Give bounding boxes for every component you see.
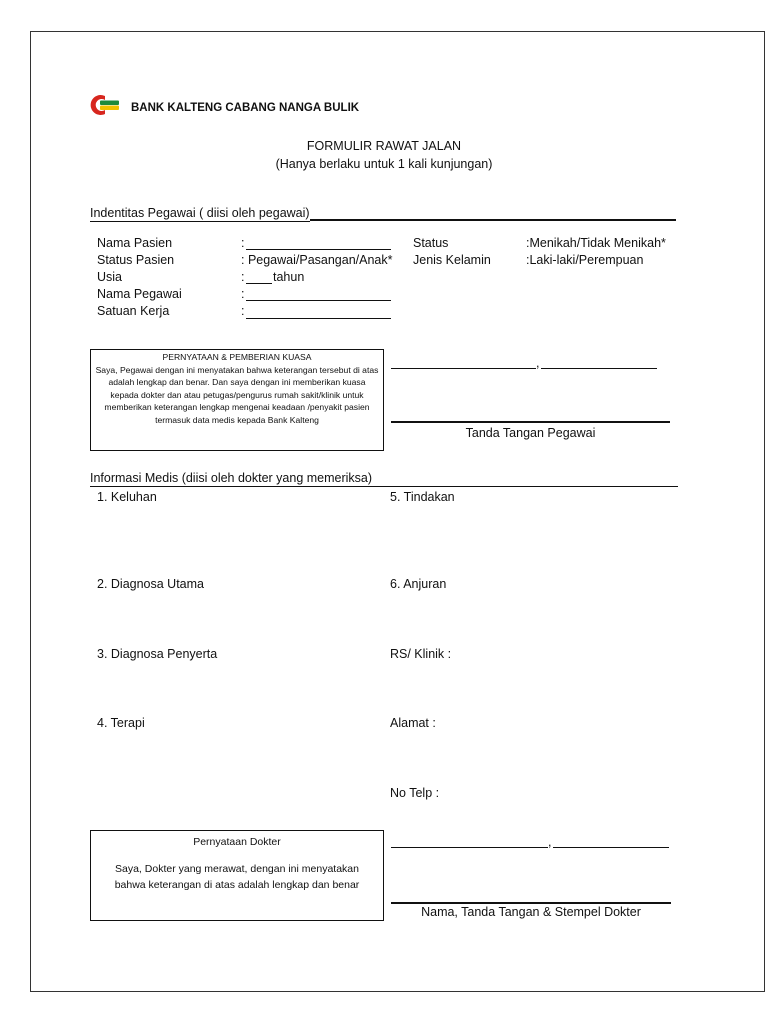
status-options[interactable]: :Menikah/Tidak Menikah* xyxy=(526,236,666,250)
doctor-statement-box xyxy=(90,830,384,921)
authorization-title: PERNYATAAN & PEMBERIAN KUASA xyxy=(162,352,312,362)
terapi-label: 4. Terapi xyxy=(97,716,145,730)
usia-colon: : xyxy=(241,270,245,284)
satuan-kerja-colon: : xyxy=(241,304,245,318)
usia-unit: tahun xyxy=(273,270,305,284)
nama-pasien-label: Nama Pasien xyxy=(97,236,173,250)
nama-pegawai-label: Nama Pegawai xyxy=(97,287,182,301)
status-pasien-options[interactable]: : Pegawai/Pasangan/Anak* xyxy=(241,253,393,267)
nama-pasien-colon: : xyxy=(241,236,245,250)
status-pasien-label: Status Pasien xyxy=(97,253,175,267)
doctor-date-field[interactable] xyxy=(553,847,669,848)
no-telp-label: No Telp : xyxy=(390,786,440,800)
form-subtitle: (Hanya berlaku untuk 1 kali kunjungan) xyxy=(275,157,493,171)
alamat-label: Alamat : xyxy=(390,716,436,730)
diagnosa-penyerta-label: 3. Diagnosa Penyerta xyxy=(97,647,218,661)
employee-signature-line[interactable] xyxy=(391,421,670,423)
section-divider xyxy=(310,219,676,221)
doctor-signature-label: Nama, Tanda Tangan & Stempel Dokter xyxy=(421,905,641,919)
doctor-statement-body: Saya, Dokter yang merawat, dengan ini menyatakan bahwa keterangan di atas adalah lengkap dan benar xyxy=(114,863,360,891)
employee-date-separator: , xyxy=(536,356,540,370)
nama-pegawai-field[interactable] xyxy=(246,300,391,301)
keluhan-label: 1. Keluhan xyxy=(97,490,157,504)
bank-kalteng-logo xyxy=(89,93,121,117)
satuan-kerja-field[interactable] xyxy=(246,318,391,319)
diagnosa-utama-label: 2. Diagnosa Utama xyxy=(97,577,205,591)
authorization-box xyxy=(90,349,384,451)
doctor-date-separator: , xyxy=(548,835,552,849)
nama-pegawai-colon: : xyxy=(241,287,245,301)
medical-section-divider xyxy=(90,486,678,487)
anjuran-label: 6. Anjuran xyxy=(390,577,447,591)
usia-field[interactable] xyxy=(246,283,272,284)
doctor-statement-title: Pernyataan Dokter xyxy=(193,836,281,848)
doctor-place-field[interactable] xyxy=(391,847,548,848)
section-title-underline xyxy=(90,221,310,222)
authorization-body: Saya, Pegawai dengan ini menyatakan bahwa keterangan tersebut di atas adalah lengkap dan benar. Dan saya dengan ini memberikan kuasa kepada dokter dan atau petugas/pengurus rumah sakit/klinik untuk memberikan keterangan lengkap mengenai keadaan /penyakit pasien termasuk data medis kepada Bank Kalteng xyxy=(95,364,379,425)
usia-label: Usia xyxy=(97,270,123,284)
form-title: FORMULIR RAWAT JALAN xyxy=(306,139,462,153)
jenis-kelamin-options[interactable]: :Laki-laki/Perempuan xyxy=(526,253,644,267)
medical-section-title: Informasi Medis (diisi oleh dokter yang memeriksa) xyxy=(90,471,373,485)
satuan-kerja-label: Satuan Kerja xyxy=(97,304,170,318)
nama-pasien-field[interactable] xyxy=(246,249,391,250)
rs-klinik-label: RS/ Klinik : xyxy=(390,647,452,661)
tindakan-label: 5. Tindakan xyxy=(390,490,455,504)
status-label: Status xyxy=(413,236,449,250)
employee-date-field[interactable] xyxy=(541,368,657,369)
jenis-kelamin-label: Jenis Kelamin xyxy=(413,253,491,267)
employee-signature-label: Tanda Tangan Pegawai xyxy=(465,426,596,440)
bank-name: BANK KALTENG CABANG NANGA BULIK xyxy=(131,102,360,114)
doctor-signature-line[interactable] xyxy=(391,902,671,904)
employee-place-field[interactable] xyxy=(391,368,536,369)
employee-section-title: Indentitas Pegawai ( diisi oleh pegawai) xyxy=(90,206,310,220)
